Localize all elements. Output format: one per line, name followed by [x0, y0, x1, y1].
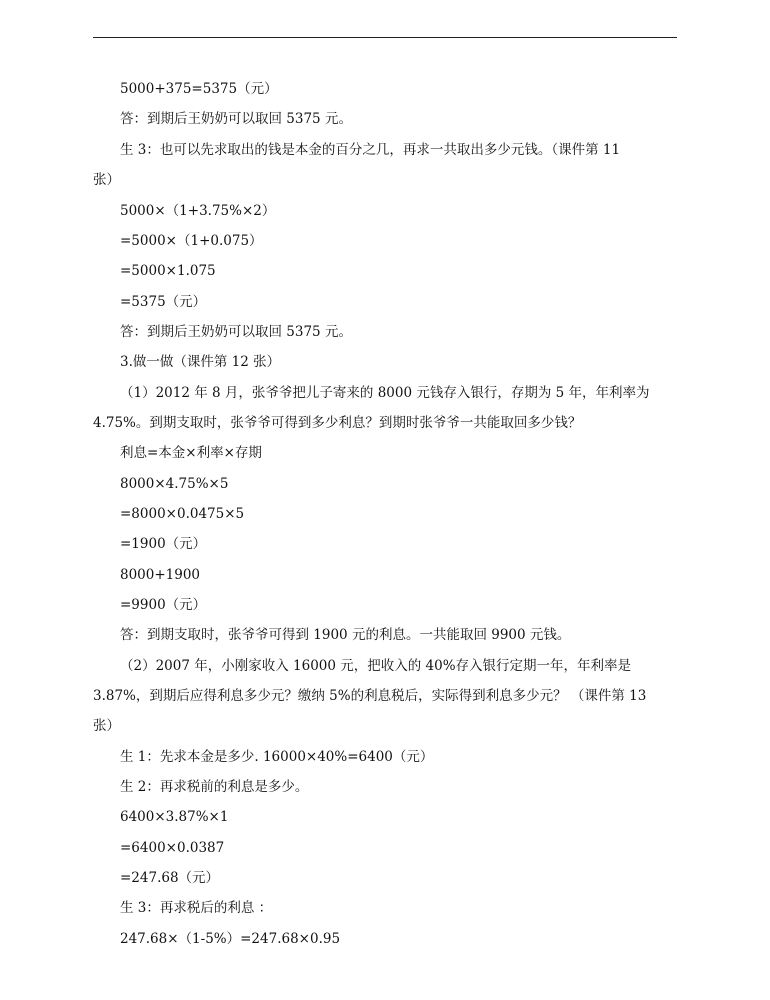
- text-line: 4.75%。到期支取时，张爷爷可得到多少利息？到期时张爷爷一共能取回多少钱？: [93, 415, 582, 431]
- text-line: 8000+1900: [120, 567, 201, 583]
- text-line: 5000+375=5375（元）: [120, 81, 278, 97]
- text-line: =5000×1.075: [120, 263, 216, 279]
- text-line: 247.68×（1-5%）=247.68×0.95: [120, 931, 341, 947]
- text-line: =5000×（1+0.075）: [120, 233, 263, 249]
- section-heading: 3.做一做（课件第 12 张）: [120, 354, 281, 370]
- text-line: 3.87%，到期后应得利息多少元？缴纳 5%的利息税后，实际得到利息多少元？ （课件第 13: [93, 688, 647, 704]
- text-line: =247.68（元）: [120, 870, 220, 886]
- text-line: =6400×0.0387: [120, 840, 225, 856]
- text-line: 答：到期后王奶奶可以取回 5375 元。: [120, 111, 352, 127]
- text-line: 答：到期后王奶奶可以取回 5375 元。: [120, 324, 352, 340]
- text-line: 利息=本金×利率×存期: [120, 445, 262, 461]
- text-line: 6400×3.87%×1: [120, 809, 229, 825]
- text-line: （1）2012 年 8 月，张爷爷把儿子寄来的 8000 元钱存入银行，存期为 5 年，年利率为: [120, 385, 650, 401]
- text-line: =9900（元）: [120, 597, 207, 613]
- text-line: =1900（元）: [120, 536, 207, 552]
- text-line: 答：到期支取时，张爷爷可得到 1900 元的利息。一共能取回 9900 元钱。: [120, 627, 571, 643]
- header-rule: [93, 37, 677, 38]
- text-line: 8000×4.75%×5: [120, 476, 229, 492]
- text-line: 张）: [93, 172, 120, 188]
- text-line: 生 2：再求税前的利息是多少。: [120, 779, 309, 795]
- text-line: （2）2007 年，小刚家收入 16000 元，把收入的 40%存入银行定期一年，年利率是: [120, 658, 632, 674]
- text-line: =5375（元）: [120, 294, 207, 310]
- text-line: 生 3：也可以先求取出的钱是本金的百分之几，再求一共取出多少元钱。（课件第 11: [120, 142, 621, 158]
- text-line: =8000×0.0475×5: [120, 506, 245, 522]
- text-line: 生 3：再求税后的利息 ：: [120, 900, 273, 916]
- text-line: 生 1：先求本金是多少. 16000×40%=6400（元）: [120, 749, 434, 765]
- text-line: 5000×（1+3.75%×2）: [120, 203, 276, 219]
- text-line: 张）: [93, 718, 120, 734]
